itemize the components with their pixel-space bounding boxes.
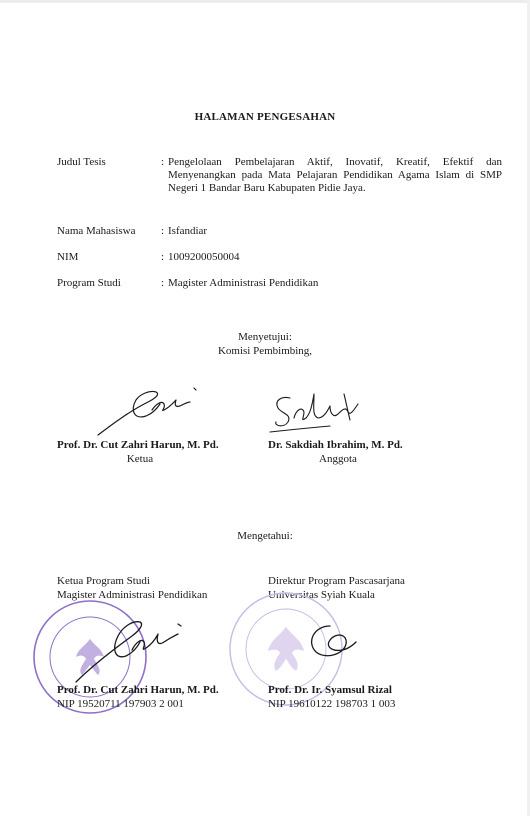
signature-director bbox=[300, 618, 360, 668]
right-title-line2: Universitas Syiah Kuala bbox=[268, 589, 375, 601]
field-value: Pengelolaan Pembelajaran Aktif, Inovatif, Kreatif, Efektif dan Menyenangkan pada Mata Pelajaran Pendidikan Agama Islam di SMP Negeri 1 Bandar Baru Kabupaten Pidie Jaya. bbox=[168, 156, 502, 194]
supervisor2-name: Dr. Sakdiah Ibrahim, M. Pd. bbox=[268, 439, 403, 451]
acknowledgement-heading: Mengetahui: bbox=[237, 530, 293, 542]
field-value: Magister Administrasi Pendidikan bbox=[168, 277, 319, 289]
field-value: Isfandiar bbox=[168, 225, 208, 237]
director-name: Prof. Dr. Ir. Syamsul Rizal bbox=[268, 684, 392, 696]
director-nip: NIP 19610122 198703 1 003 bbox=[268, 698, 396, 710]
approval-heading: Menyetujui: bbox=[238, 331, 292, 343]
field-separator: : bbox=[161, 277, 165, 289]
program-head-name: Prof. Dr. Cut Zahri Harun, M. Pd. bbox=[57, 684, 219, 696]
approval-subheading: Komisi Pembimbing, bbox=[217, 345, 313, 357]
signature-program-head bbox=[66, 612, 186, 692]
field-label: Program Studi bbox=[57, 277, 121, 289]
page-title: HALAMAN PENGESAHAN bbox=[194, 111, 336, 123]
field-label: Judul Tesis bbox=[57, 156, 106, 168]
field-value: 1009200050004 bbox=[168, 251, 240, 263]
signature-supervisor2 bbox=[268, 388, 378, 438]
left-title-line2: Magister Administrasi Pendidikan bbox=[57, 589, 208, 601]
field-separator: : bbox=[161, 156, 165, 168]
page-edge-top bbox=[0, 0, 530, 3]
supervisor1-role: Ketua bbox=[126, 453, 154, 465]
field-separator: : bbox=[161, 251, 165, 263]
supervisor2-role: Anggota bbox=[319, 453, 357, 465]
field-label: Nama Mahasiswa bbox=[57, 225, 136, 237]
left-title-line1: Ketua Program Studi bbox=[57, 575, 150, 587]
supervisor1-name: Prof. Dr. Cut Zahri Harun, M. Pd. bbox=[57, 439, 219, 451]
right-title-line1: Direktur Program Pascasarjana bbox=[268, 575, 405, 587]
field-separator: : bbox=[161, 225, 165, 237]
program-head-nip: NIP 19520711 197903 2 001 bbox=[57, 698, 184, 710]
field-label: NIM bbox=[57, 251, 79, 263]
signature-supervisor1 bbox=[90, 380, 200, 440]
